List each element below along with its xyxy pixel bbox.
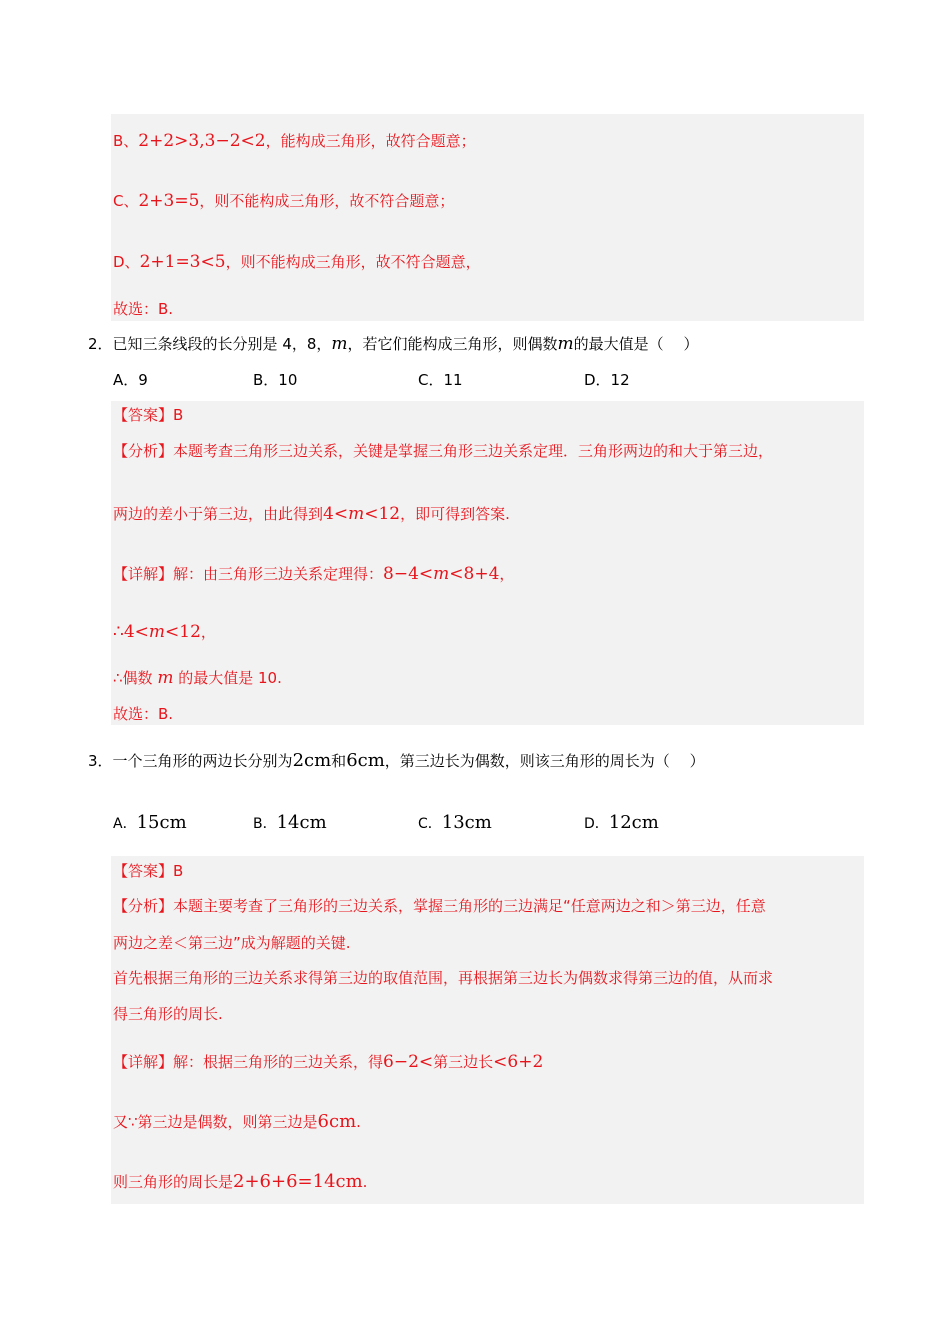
q3-analysis-line4: 得三角形的周长. — [113, 1005, 223, 1023]
q3-detail-line1: 【详解】解：根据三角形的三边关系，得6−2<第三边长<6+2 — [113, 1052, 544, 1072]
q3-analysis-line1: 【分析】本题主要考查了三角形的三边关系，掌握三角形的三边满足“任意两边之和＞第三边，任意 — [113, 897, 766, 915]
q3-analysis-line2: 两边之差＜第三边”成为解题的关键. — [113, 934, 351, 952]
q2-detail-line1: 【详解】解：由三角形三边关系定理得：8−4<m<8+4， — [113, 564, 515, 584]
q2-analysis-line1: 【分析】本题考查三角形三边关系，关键是掌握三角形三边关系定理．三角形两边的和大于第三边， — [113, 442, 774, 460]
q3-stem: 3．一个三角形的两边长分别为2cm和6cm，第三边长为偶数，则该三角形的周长为（ ） — [88, 750, 705, 771]
q3-option-b[interactable]: B．14cm — [253, 812, 327, 833]
q2-detail-line2: ∴4<m<12， — [113, 622, 216, 642]
q2-option-a[interactable]: A．9 — [113, 371, 148, 389]
q3-option-c[interactable]: C．13cm — [418, 812, 492, 833]
q3-detail-line3: 则三角形的周长是2+6+6=14cm. — [113, 1171, 368, 1192]
q3-analysis-line3: 首先根据三角形的三边关系求得第三边的取值范围，再根据第三边长为偶数求得第三边的值，从而求 — [113, 969, 774, 987]
option-d-analysis: D、2+1=3<5，则不能构成三角形，故不符合题意， — [113, 252, 481, 272]
option-b-analysis: B、2+2>3,3−2<2，能构成三角形，故符合题意； — [113, 131, 476, 151]
q2-choice: 故选：B. — [113, 705, 174, 723]
q3-option-d[interactable]: D．12cm — [584, 812, 659, 833]
option-c-analysis: C、2+3=5，则不能构成三角形，故不符合题意； — [113, 191, 455, 211]
q3-answer: 【答案】B — [113, 862, 184, 880]
q3-detail-line2: 又∵第三边是偶数，则第三边是6cm. — [113, 1111, 361, 1132]
q2-stem: 2．已知三条线段的长分别是 4，8，m，若它们能构成三角形，则偶数m的最大值是（ ） — [88, 334, 699, 354]
q2-option-b[interactable]: B．10 — [253, 371, 298, 389]
block1-choice: 故选：B. — [113, 300, 174, 318]
q2-option-d[interactable]: D．12 — [584, 371, 630, 389]
q2-detail-line3: ∴偶数 m 的最大值是 10. — [113, 668, 282, 688]
q2-option-c[interactable]: C．11 — [418, 371, 463, 389]
q3-option-a[interactable]: A．15cm — [113, 812, 187, 833]
q2-analysis-line2: 两边的差小于第三边，由此得到4<m<12，即可得到答案. — [113, 504, 510, 524]
q2-answer: 【答案】B — [113, 406, 184, 424]
